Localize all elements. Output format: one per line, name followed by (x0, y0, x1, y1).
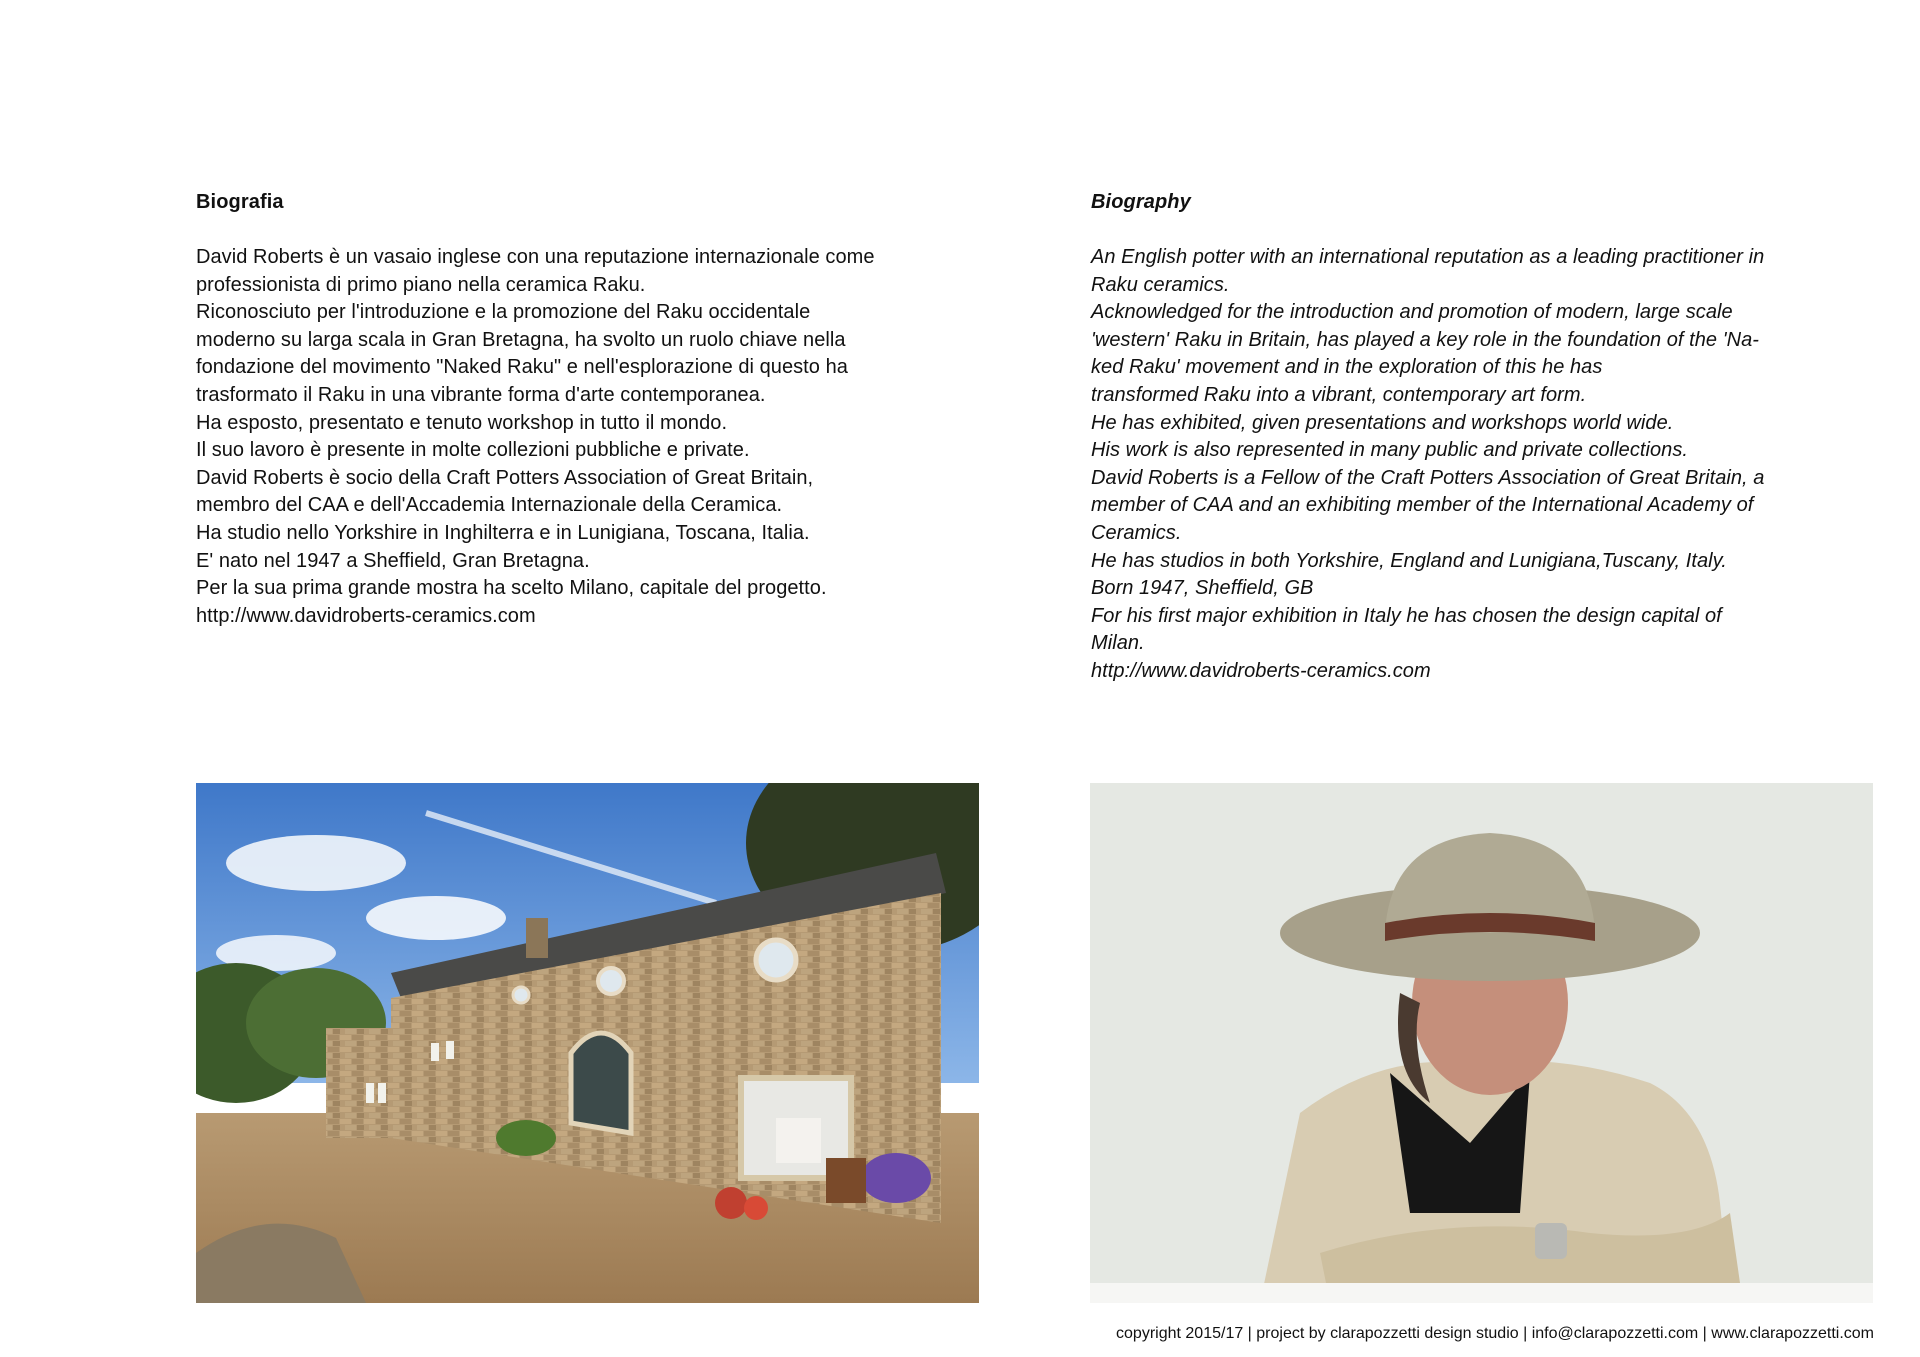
italian-line: moderno su larga scala in Gran Bretagna, ha svolto un ruolo chiave nella (196, 328, 846, 351)
chimney (526, 918, 548, 958)
english-line: He has studios in both Yorkshire, England and Lunigiana,Tuscany, Italy. (1091, 549, 1727, 572)
round-window (598, 968, 624, 994)
italian-line: Il suo lavoro è presente in molte collezioni pubbliche e private. (196, 439, 750, 462)
english-line: Acknowledged for the introduction and promotion of modern, large scale (1091, 301, 1733, 324)
english-paragraph (1091, 244, 1881, 686)
italian-line: Per la sua prima grande mostra ha scelto Milano, capitale del progetto. (196, 577, 827, 600)
english-line: He has exhibited, given presentations and workshops world wide. (1091, 411, 1674, 434)
flower-pot (715, 1187, 747, 1219)
italian-line: membro del CAA e dell'Accademia Internazionale della Ceramica. (196, 494, 783, 517)
english-line: His work is also represented in many public and private collections. (1091, 439, 1689, 462)
italian-website-link[interactable]: http://www.davidroberts-ceramics.com (196, 604, 536, 627)
english-line: ked Raku' movement and in the exploration of this he has (1091, 356, 1603, 379)
english-line: Ceramics. (1091, 521, 1182, 544)
flowers (861, 1153, 931, 1203)
portrait-photo (1090, 783, 1873, 1303)
portrait-photo-illustration (1090, 783, 1873, 1303)
italian-line: Ha studio nello Yorkshire in Inghilterra e in Lunigiana, Toscana, Italia. (196, 521, 810, 544)
cloud (226, 835, 406, 891)
english-line: David Roberts is a Fellow of the Craft Potters Association of Great Britain, a (1091, 466, 1765, 489)
italian-heading: Biografia (196, 191, 284, 213)
english-line: Raku ceramics. (1091, 273, 1230, 296)
english-heading: Biography (1091, 191, 1191, 213)
round-window (513, 987, 529, 1003)
window (366, 1083, 374, 1103)
english-website-link[interactable]: http://www.davidroberts-ceramics.com (1091, 659, 1431, 682)
italian-line: Ha esposto, presentato e tenuto workshop in tutto il mondo. (196, 411, 728, 434)
window (446, 1041, 454, 1059)
italian-line: E' nato nel 1947 a Sheffield, Gran Bretagna. (196, 549, 590, 572)
english-biography-column (1091, 188, 1881, 686)
english-line: An English potter with an international reputation as a leading practitioner in (1091, 246, 1765, 268)
italian-line: Riconosciuto per l'introduzione e la promozione del Raku occidentale (196, 301, 811, 324)
cloud (366, 896, 506, 940)
italian-line: fondazione del movimento "Naked Raku" e nell'esplorazione di questo ha (196, 356, 848, 379)
house-photo-illustration (196, 783, 979, 1303)
house-photo (196, 783, 979, 1303)
english-line: 'western' Raku in Britain, has played a key role in the foundation of the 'Na- (1091, 328, 1759, 351)
watch (1535, 1223, 1567, 1259)
arched-doorway (571, 1033, 631, 1133)
english-line: member of CAA and an exhibiting member of the International Academy of (1091, 494, 1754, 517)
english-line: transformed Raku into a vibrant, contemporary art form. (1091, 383, 1587, 406)
english-line: For his first major exhibition in Italy he has chosen the design capital of (1091, 604, 1722, 627)
italian-line: professionista di primo piano nella ceramica Raku. (196, 273, 646, 296)
flower-pot (744, 1196, 768, 1220)
footer-credits: copyright 2015/17 | project by clarapozzetti design studio | info@clarapozzetti.com | www.clarapozzetti.com (1116, 1325, 1874, 1342)
italian-line: David Roberts è un vasaio inglese con una reputazione internazionale come (196, 246, 875, 268)
italian-biography-column (196, 188, 986, 630)
kiln (776, 1118, 821, 1163)
round-window (756, 940, 796, 980)
window (431, 1043, 439, 1061)
english-line: Born 1947, Sheffield, GB (1091, 577, 1314, 600)
window (378, 1083, 386, 1103)
table (1090, 1283, 1873, 1303)
shrub (496, 1120, 556, 1156)
italian-line: David Roberts è socio della Craft Potters Association of Great Britain, (196, 466, 814, 489)
italian-line: trasformato il Raku in una vibrante forma d'arte contemporanea. (196, 383, 766, 406)
italian-paragraph (196, 244, 986, 630)
english-line: Milan. (1091, 632, 1145, 655)
barrel (826, 1158, 866, 1203)
